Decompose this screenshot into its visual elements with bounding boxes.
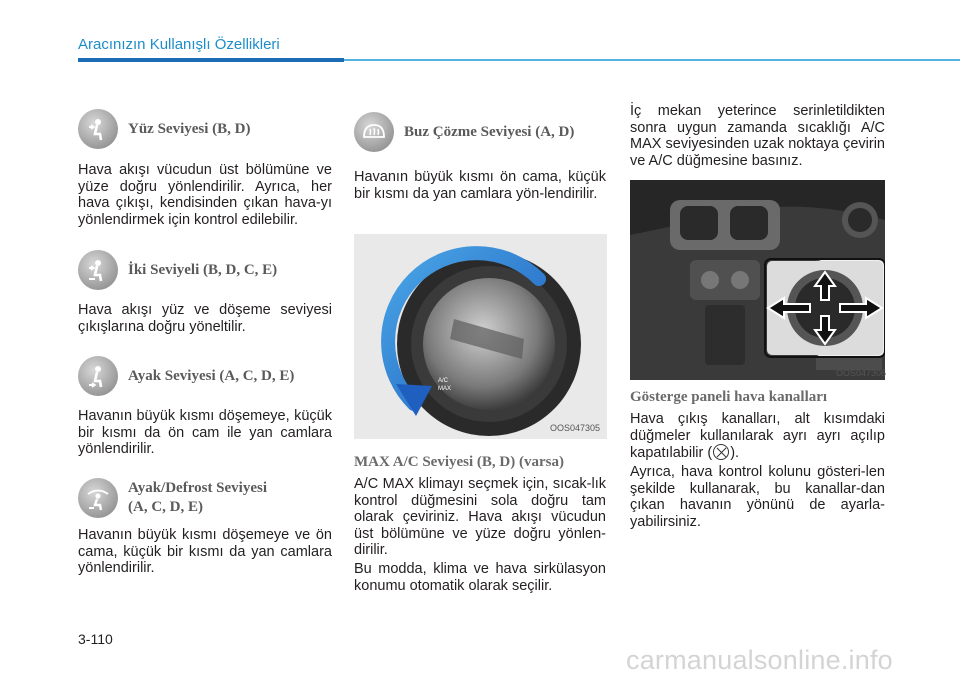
bi-level-text: Hava akışı yüz ve döşeme seviyesi çıkışlarına doğru yöneltilir. <box>78 302 332 335</box>
face-level-icon <box>78 109 118 149</box>
floor-defrost-title <box>128 479 267 517</box>
dashboard-vents-title: Gösterge paneli hava kanalları <box>630 389 828 405</box>
chapter-title: Aracınızın Kullanışlı Özellikleri <box>78 36 280 53</box>
floor-defrost-title-line2: (A, C, D, E) <box>128 499 203 515</box>
knob-max-label: MAX <box>438 386 452 392</box>
header-rule-dark <box>78 58 344 62</box>
floor-level-title: Ayak Seviyesi (A, C, D, E) <box>128 367 295 384</box>
max-ac-text-1: A/C MAX klimayı seçmek için, sıcak-lık kontrol düğmesini sola doğru tam olarak çeviriniz. Hava akışı vücudun üst bölümüne ve yüze doğru yönlen-dirilir. <box>354 476 606 558</box>
dashboard-vents-illustration <box>630 180 885 380</box>
face-level-title: Yüz Seviyesi (B, D) <box>128 120 251 137</box>
photo-code-knob: OOS047305 <box>550 423 601 433</box>
dashboard-vents-text-1 <box>630 411 885 462</box>
max-ac-text-2: Bu modda, klima ve hava sirkülasyon konumu otomatik olarak seçilir. <box>354 561 606 594</box>
max-ac-title: MAX A/C Seviyesi (B, D) (varsa) <box>354 454 564 470</box>
floor-level-icon <box>78 356 118 396</box>
defrost-level-heading <box>354 112 574 152</box>
vents-text-1-after: ). <box>730 445 740 461</box>
bi-level-icon <box>78 250 118 290</box>
face-level-heading <box>78 109 251 149</box>
vents-text-1-before: Hava çıkış kanalları, alt kısımdaki düğmeler kullanılarak ayrı ayrı açılıp kapatılabilir ( <box>630 411 885 461</box>
floor-defrost-icon <box>78 478 118 518</box>
temperature-knob-illustration <box>354 234 607 439</box>
floor-defrost-text: Havanın büyük kısmı döşemeye ve ön cama, küçük bir kısmı da yan camlara yönlendirilir. <box>78 527 332 576</box>
floor-defrost-heading <box>78 478 267 518</box>
defrost-level-icon <box>354 112 394 152</box>
defrost-level-text: Havanın büyük kısmı ön cama, küçük bir kısmı da yan camlara yön-lendirilir. <box>354 169 606 202</box>
temperature-knob-photo <box>354 234 607 439</box>
knob-ac-label: A/C <box>438 378 449 384</box>
intro-text: İç mekan yeterince serinletildikten sonra uygun zamanda sıcaklığı A/C MAX seviyesinden uzak noktaya çevirin ve A/C düğmesine basınız. <box>630 103 885 169</box>
vent-close-icon <box>713 444 729 460</box>
floor-level-heading <box>78 356 294 396</box>
dashboard-vents-photo <box>630 180 885 380</box>
floor-defrost-title-line1: Ayak/Defrost Seviyesi <box>128 480 268 496</box>
page-number: 3-110 <box>78 631 113 647</box>
photo-code-dashboard: OOS047306 <box>836 368 887 378</box>
header-rule-light <box>344 59 960 61</box>
face-level-text: Hava akışı vücudun üst bölümüne ve yüze doğru yönlendirilir. Ayrıca, her hava çıkışı, kendisinden çıkan hava-yı yönlendirmek için kontrol edilebilir. <box>78 162 332 228</box>
defrost-level-title: Buz Çözme Seviyesi (A, D) <box>404 123 575 140</box>
floor-level-text: Havanın büyük kısmı döşemeye, küçük bir kısmı da ön cam ile yan camlara yönlendirilir. <box>78 408 332 457</box>
dashboard-vents-text-2: Ayrıca, hava kontrol kolunu gösteri-len şekilde kullanarak, bu kanallar-dan çıkan havanın yönünü de ayarla-yabilirsiniz. <box>630 464 885 530</box>
bi-level-title: İki Seviyeli (B, D, C, E) <box>128 261 278 278</box>
watermark: carmanualsonline.info <box>626 645 893 675</box>
bi-level-heading <box>78 250 277 290</box>
